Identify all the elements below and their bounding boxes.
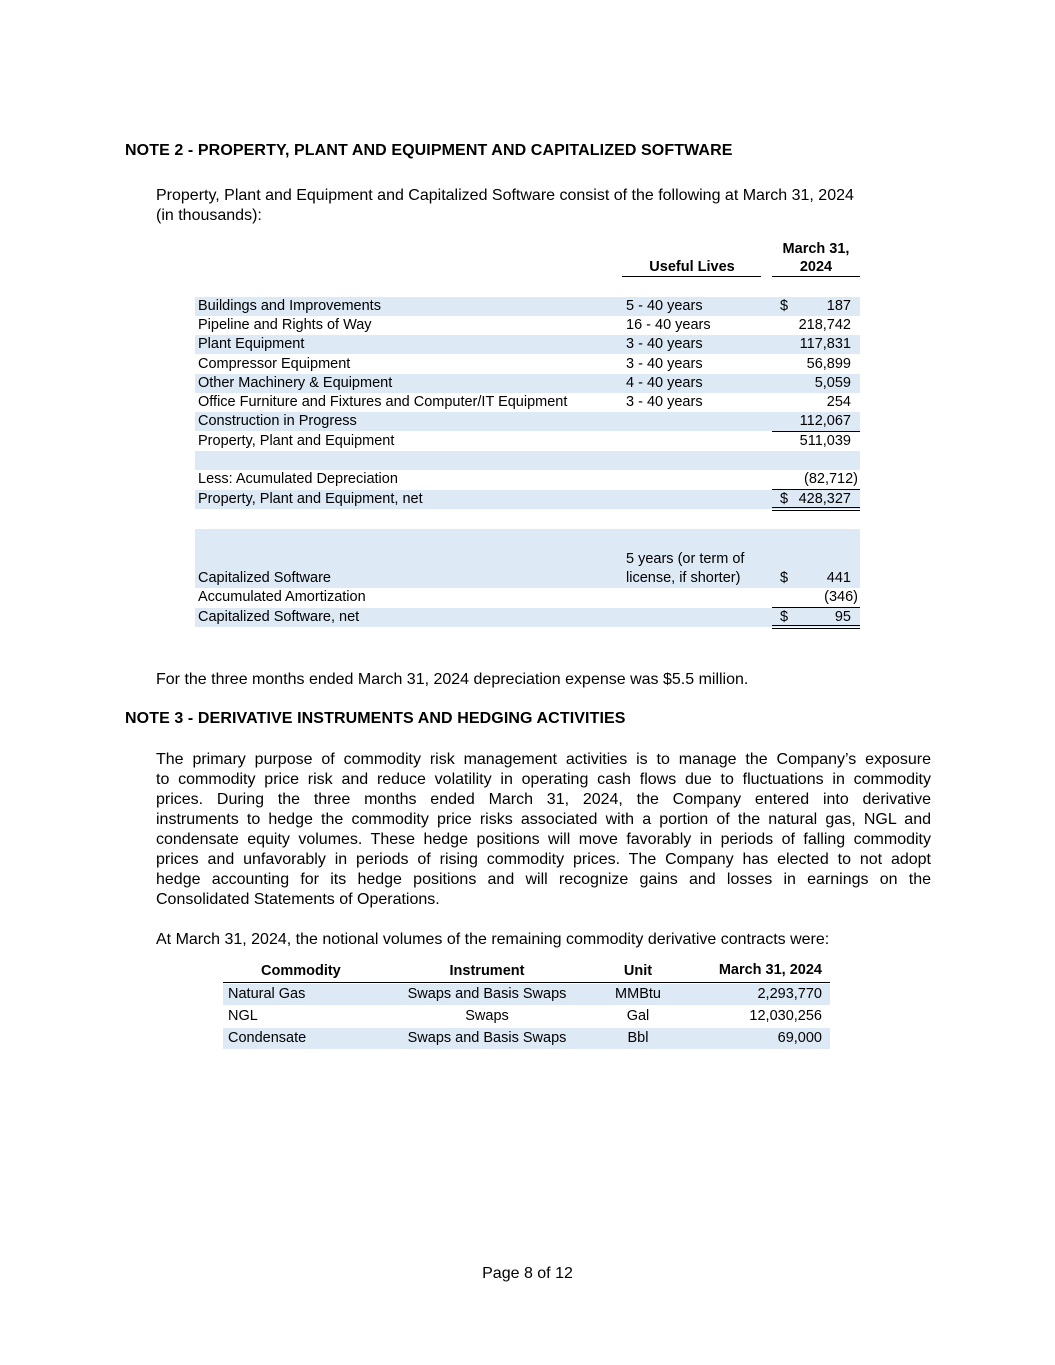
paragraph-line: hedge accounting for its hedge positions and will recognize gains and losses in earnings on the: [156, 871, 931, 888]
header-underline: [223, 982, 830, 983]
paragraph-line: Consolidated Statements of Operations.: [156, 891, 440, 908]
note2-heading: NOTE 2 - PROPERTY, PLANT AND EQUIPMENT AND CAPITALIZED SOFTWARE: [125, 142, 733, 159]
row-value: 117,831: [799, 336, 851, 352]
row-life: 5 years (or term of: [626, 551, 745, 567]
unit-cell: Bbl: [627, 1030, 649, 1046]
row-label: Office Furniture and Fixtures and Computer/IT Equipment: [198, 394, 568, 410]
instrument-header: Instrument: [449, 963, 525, 979]
row-value: 428,327: [798, 491, 851, 507]
paragraph-line: condensate equity volumes. These hedge positions will move favorably in periods of falling commodity: [156, 831, 931, 848]
commodity-cell: Natural Gas: [228, 986, 306, 1002]
row-value: 441: [826, 570, 851, 586]
table-row: [195, 470, 860, 489]
date-header-line1: March 31,: [782, 241, 850, 257]
instrument-cell: Swaps and Basis Swaps: [407, 986, 567, 1002]
row-label: Construction in Progress: [198, 413, 357, 429]
table-row: [195, 432, 860, 451]
spacer-row: [195, 451, 860, 470]
currency-symbol: $: [780, 298, 789, 314]
depreciation-text: For the three months ended March 31, 2024 depreciation expense was $5.5 million.: [156, 671, 749, 688]
currency-symbol: $: [780, 609, 789, 625]
table-row: [195, 588, 860, 607]
row-value: 254: [826, 394, 851, 410]
commodity-cell: NGL: [228, 1008, 258, 1024]
row-label: Pipeline and Rights of Way: [198, 317, 372, 333]
currency-symbol: $: [780, 491, 789, 507]
row-label: Less: Acumulated Depreciation: [198, 471, 398, 487]
total-double-underline: [772, 507, 860, 511]
row-label: Plant Equipment: [198, 336, 305, 352]
useful-lives-header: Useful Lives: [649, 259, 735, 275]
unit-header: Unit: [623, 963, 653, 979]
paragraph-line: instruments to hedge the commodity price risks associated with a portion of the natural gas, NGL and: [156, 811, 931, 828]
table-row: [195, 608, 860, 627]
row-life: 5 - 40 years: [626, 298, 703, 314]
row-value: 95: [834, 609, 851, 625]
commodity-header: Commodity: [261, 963, 341, 979]
table-row: [223, 984, 830, 1005]
header-underline: [622, 276, 761, 277]
paragraph-line: prices. During the three months ended March 31, 2024, the Company entered into derivative: [156, 791, 931, 808]
date-header: March 31, 2024: [718, 962, 822, 978]
note2-intro-line: (in thousands):: [156, 207, 262, 224]
note2-intro-line: Property, Plant and Equipment and Capitalized Software consist of the following at March 31, 2024: [156, 187, 854, 204]
commodity-cell: Condensate: [228, 1030, 307, 1046]
row-value: (82,712): [803, 471, 858, 487]
table-row: [195, 412, 860, 431]
row-value: 56,899: [806, 356, 851, 372]
unit-cell: Gal: [626, 1008, 650, 1024]
instrument-cell: Swaps: [465, 1008, 509, 1024]
unit-cell: MMBtu: [615, 986, 661, 1002]
currency-symbol: $: [780, 570, 789, 586]
row-value: 5,059: [814, 375, 851, 391]
note3-heading: NOTE 3 - DERIVATIVE INSTRUMENTS AND HEDGING ACTIVITIES: [125, 710, 626, 727]
software-row: [195, 529, 860, 588]
row-label: Buildings and Improvements: [198, 298, 381, 314]
row-life: license, if shorter): [626, 570, 741, 586]
value-cell: 2,293,770: [757, 986, 822, 1002]
table-row: [223, 1006, 830, 1027]
row-value: 112,067: [799, 413, 851, 429]
table-row: [223, 1028, 830, 1049]
paragraph-line: The primary purpose of commodity risk management activities is to manage the Company’s exposure: [156, 751, 931, 768]
row-life: 16 - 40 years: [626, 317, 711, 333]
value-cell: 12,030,256: [749, 1008, 822, 1024]
header-underline: [772, 276, 860, 277]
table-row: [195, 374, 860, 393]
date-header-line2: 2024: [799, 259, 833, 275]
notional-intro: At March 31, 2024, the notional volumes of the remaining commodity derivative contracts were:: [156, 931, 830, 948]
table-row: [195, 490, 860, 509]
instrument-cell: Swaps and Basis Swaps: [407, 1030, 567, 1046]
row-label: Other Machinery & Equipment: [198, 375, 393, 391]
paragraph-line: to commodity price risk and reduce volatility in operating cash flows due to fluctuations in commodity: [156, 771, 931, 788]
row-value: 218,742: [798, 317, 851, 333]
row-label: Property, Plant and Equipment: [198, 433, 395, 449]
row-value: 187: [826, 298, 851, 314]
row-label: Capitalized Software, net: [198, 609, 360, 625]
total-double-underline: [772, 625, 860, 629]
row-value: 511,039: [799, 433, 851, 449]
row-life: 3 - 40 years: [626, 394, 703, 410]
note3-paragraph: [156, 750, 931, 910]
row-life: 3 - 40 years: [626, 336, 703, 352]
row-label: Property, Plant and Equipment, net: [198, 491, 423, 507]
table-row: [195, 393, 860, 412]
row-life: 3 - 40 years: [626, 356, 703, 372]
row-value: (346): [824, 589, 858, 605]
table-row: [195, 335, 860, 354]
table-row: [195, 297, 860, 316]
note2-intro: [156, 186, 931, 226]
row-label: Compressor Equipment: [198, 356, 351, 372]
row-life: 4 - 40 years: [626, 375, 703, 391]
value-cell: 69,000: [777, 1030, 822, 1046]
row-label: Capitalized Software: [198, 570, 331, 586]
table-row: [195, 316, 860, 335]
table-row: [195, 355, 860, 374]
paragraph-line: prices and unfavorably in periods of rising commodity prices. The Company has elected to not adopt: [156, 851, 931, 868]
page-number: Page 8 of 12: [482, 1265, 573, 1282]
row-label: Accumulated Amortization: [198, 589, 366, 605]
